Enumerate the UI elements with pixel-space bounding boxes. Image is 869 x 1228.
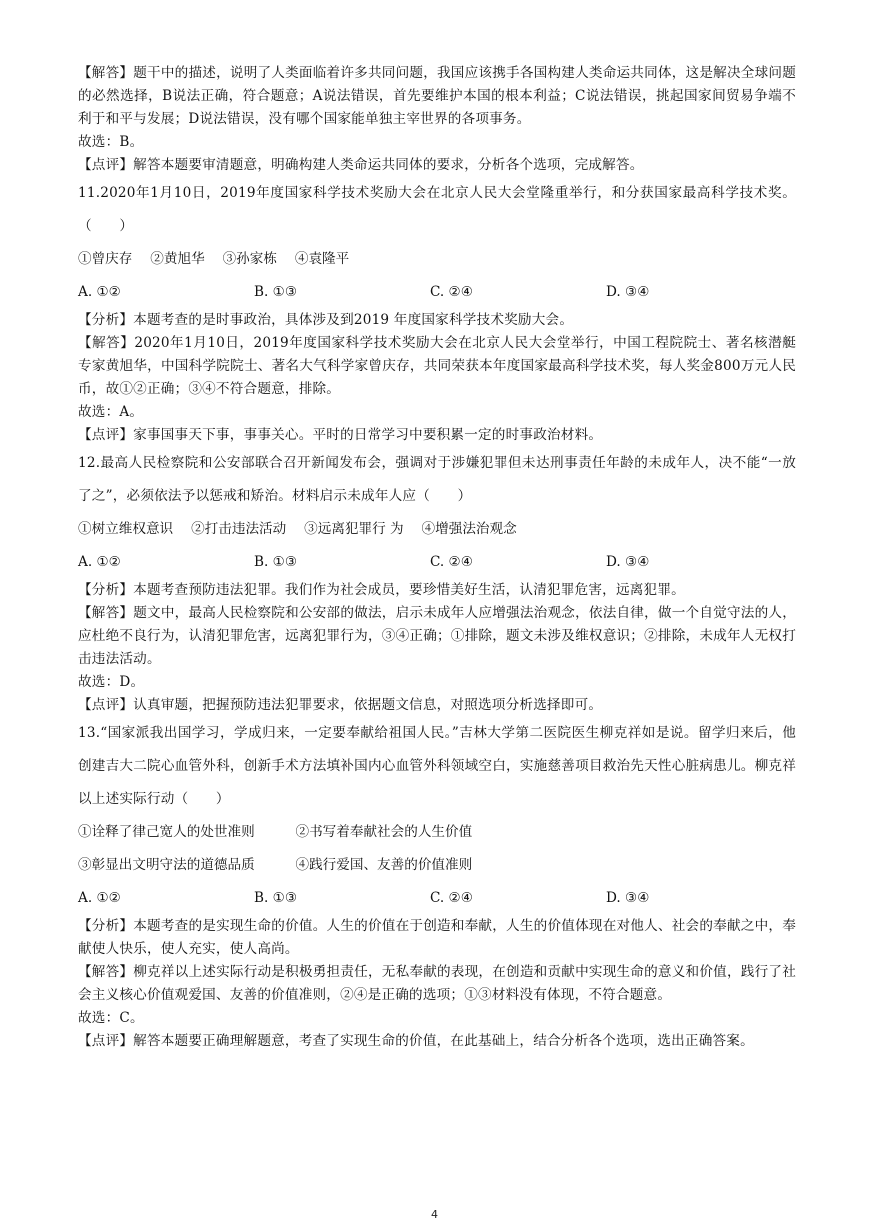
option-b: B. ①③ xyxy=(254,890,298,906)
option-b: B. ①③ xyxy=(254,284,298,300)
document-page xyxy=(78,62,796,1053)
option-c: C. ②④ xyxy=(430,890,473,906)
selected-answer: 故选：A。 xyxy=(78,404,144,420)
question-options xyxy=(78,276,796,309)
selected-answer: 故选：C。 xyxy=(78,1010,144,1026)
question-choices: ①树立维权意识 ②打击违法活动 ③远离犯罪行 为 ④增强法治观念 xyxy=(78,521,517,537)
option-a: A. ①② xyxy=(78,890,121,906)
comment: 【点评】家事国事天下事，事事关心。平时的日常学习中要积累一定的时事政治材料。 xyxy=(78,427,603,443)
answer: 【解答】2020年1月10日，2019年度国家科学技术奖励大会在北京人民大会堂举行，中国工程院院士、著名核潜艇专家黄旭华，中国科学院院士、著名大气科学家曾庆存，共同荣获本年度国家最高科学技术奖，每人奖金800万元人民币，故①②正确；③④不符合题意，排除。 xyxy=(78,335,796,397)
answer: 【解答】柳克祥以上述实际行动是积极勇担责任，无私奉献的表现，在创造和贡献中实现生命的意义和价值，践行了社会主义核心价值观爱国、友善的价值准则，②④是正确的选项；①③材料没有体现，不符合题意。 xyxy=(78,964,796,1003)
option-a: A. ①② xyxy=(78,554,121,570)
analysis: 【分析】本题考查预防违法犯罪。我们作为社会成员，要珍惜美好生活，认清犯罪危害，远离犯罪。 xyxy=(78,582,685,598)
question-stem: 13.“国家派我出国学习，学成归来，一定要奉献给祖国人民。”吉林大学第二医院医生柳克祥如是说。留学归来后，他创建吉大二院心血管外科，创新手术方法填补国内心血管外科领域空白，实施慈善项目救治先天性心脏病患儿。柳克祥以上述实际行动（ ） xyxy=(78,725,796,807)
question-stem: 12.最高人民检察院和公安部联合召开新闻发布会，强调对于涉嫌犯罪但未达刑事责任年龄的未成年人，决不能“一放了之”，必须依法予以惩戒和矫治。材料启示未成年人应（ ） xyxy=(78,455,796,504)
question-stem: 11.2020年1月10日，2019年度国家科学技术奖励大会在北京人民大会堂隆重举行，和分获国家最高科学技术奖。（ ） xyxy=(78,185,796,234)
question-12 xyxy=(78,447,796,717)
analysis: 【分析】本题考查的是实现生命的价值。人生的价值在于创造和奉献，人生的价值体现在对他人、社会的奉献之中，奉献使人快乐，使人充实，使人高尚。 xyxy=(78,918,796,957)
option-d: D. ③④ xyxy=(606,554,650,570)
option-b: B. ①③ xyxy=(254,554,298,570)
question-choices-line-2: ③彰显出文明守法的道德品质 ④践行爱国、友善的价值准则 xyxy=(78,857,473,873)
option-a: A. ①② xyxy=(78,284,121,300)
question-choices: ①曾庆存 ②黄旭华 ③孙家栋 ④袁隆平 xyxy=(78,251,350,267)
comment: 【点评】解答本题要正确理解题意，考查了实现生命的价值，在此基础上，结合分析各个选项，选出正确答案。 xyxy=(78,1033,754,1049)
option-d: D. ③④ xyxy=(606,284,650,300)
analysis: 【分析】本题考查的是时事政治，具体涉及到2019 年度国家科学技术奖励大会。 xyxy=(78,312,574,328)
previous-choice: 故选：B。 xyxy=(78,134,144,150)
comment: 【点评】认真审题，把握预防违法犯罪要求，依据题文信息，对照选项分析选择即可。 xyxy=(78,697,603,713)
question-11 xyxy=(78,177,796,447)
question-options xyxy=(78,546,796,579)
option-c: C. ②④ xyxy=(430,284,473,300)
previous-answer: 【解答】题干中的描述，说明了人类面临着许多共同问题，我国应该携手各国构建人类命运共同体，这是解决全球问题的必然选择，B说法正确，符合题意；A说法错误，首先要维护本国的根本利益；C说法错误，挑起国家间贸易争端不利于和平与发展；D说法错误，没有哪个国家能单独主宰世界的各项事务。 xyxy=(78,65,796,127)
answer: 【解答】题文中，最高人民检察院和公安部的做法，启示未成年人应增强法治观念，依法自律，做一个自觉守法的人，应杜绝不良行为，认清犯罪危害，远离犯罪行为，③④正确；①排除，题文未涉及维权意识；②排除，未成年人无权打击违法活动。 xyxy=(78,605,796,667)
option-d: D. ③④ xyxy=(606,890,650,906)
question-options xyxy=(78,882,796,915)
page-number: 4 xyxy=(431,1208,438,1221)
question-13 xyxy=(78,717,796,1053)
previous-comment: 【点评】解答本题要审清题意，明确构建人类命运共同体的要求，分析各个选项，完成解答。 xyxy=(78,157,644,173)
selected-answer: 故选：D。 xyxy=(78,674,145,690)
option-c: C. ②④ xyxy=(430,554,473,570)
question-choices-line-1: ①诠释了律己宽人的处世准则 ②书写着奉献社会的人生价值 xyxy=(78,824,473,840)
